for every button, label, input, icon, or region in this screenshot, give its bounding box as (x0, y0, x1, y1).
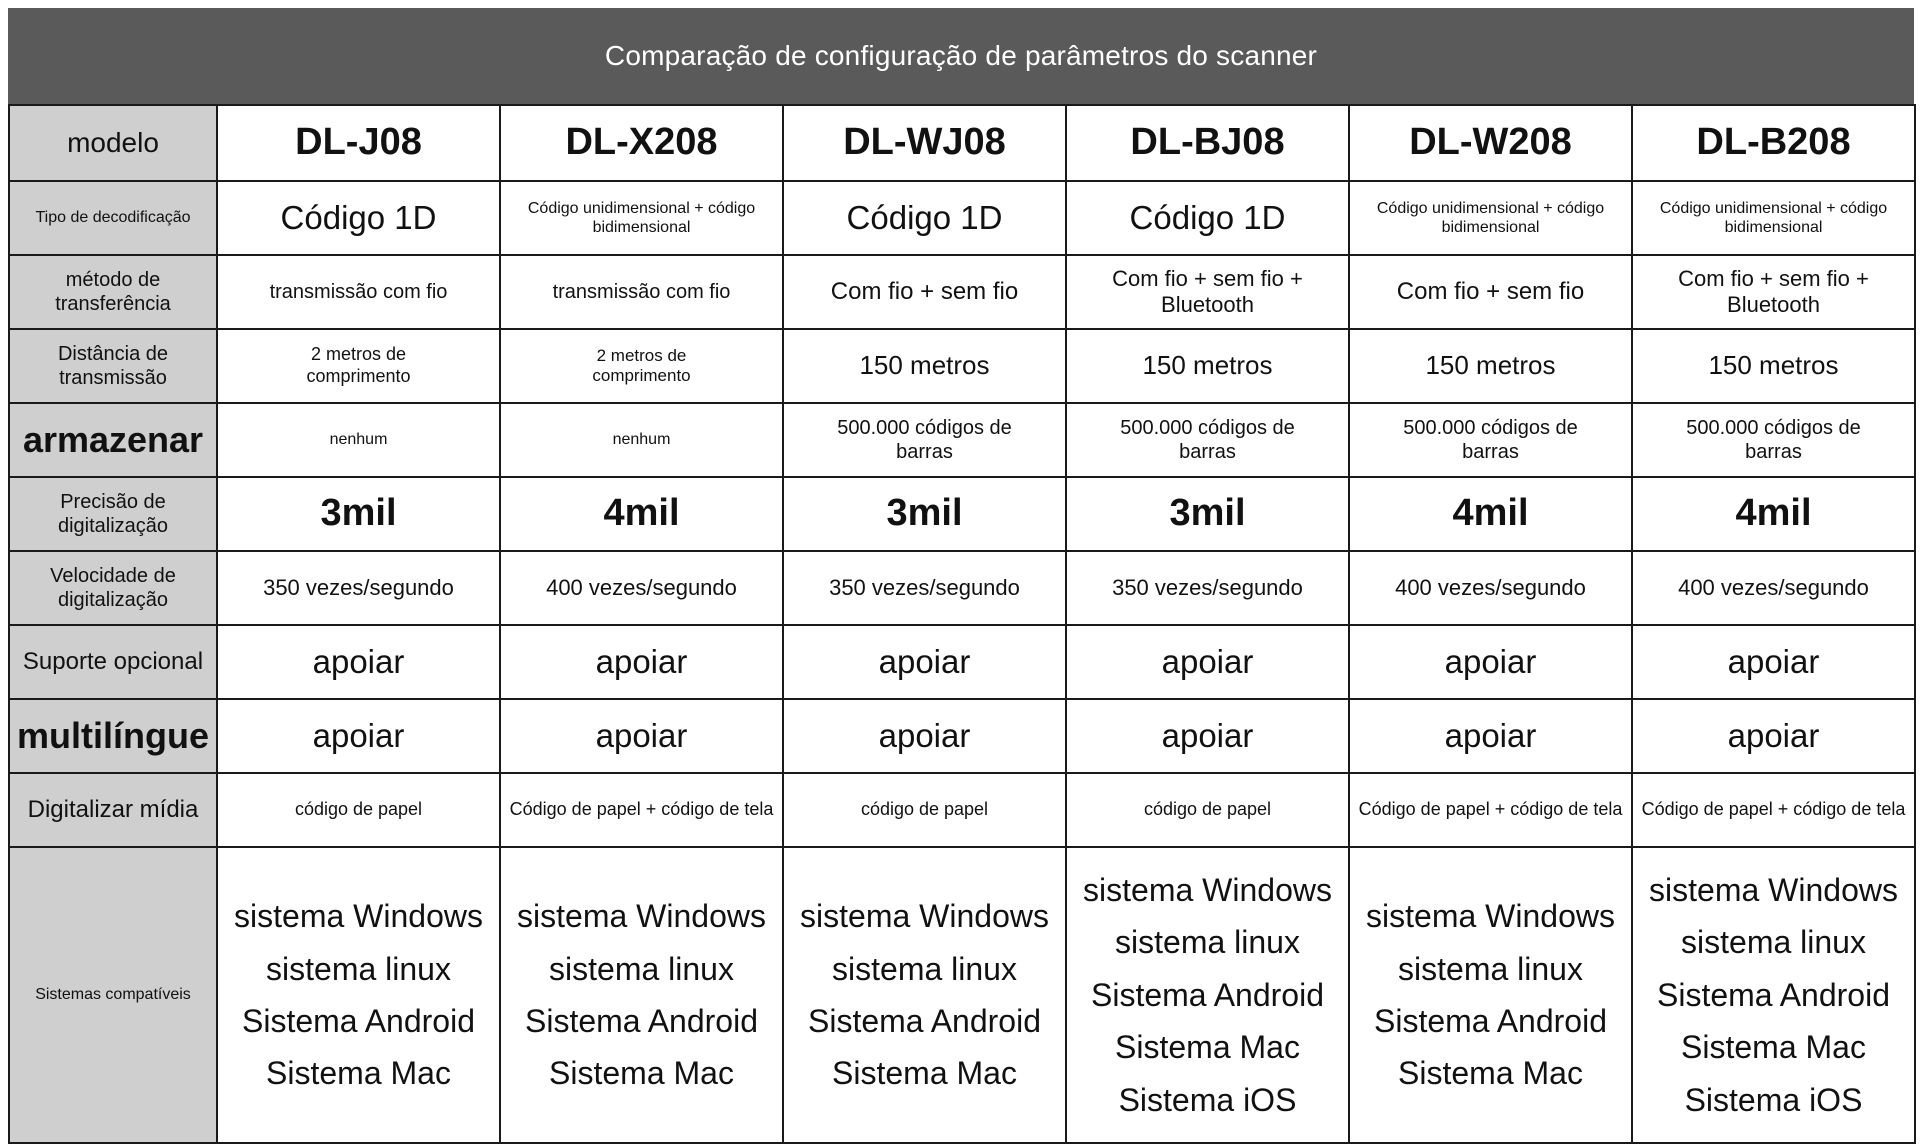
system-item: Sistema Android (1656, 976, 1890, 1013)
systems-cell (1349, 847, 1632, 1143)
system-item: sistema Windows (1366, 898, 1615, 935)
precision-cell: 4mil (1349, 477, 1632, 551)
speed-cell: 400 vezes/segundo (1349, 551, 1632, 625)
systems-cell (783, 847, 1066, 1143)
system-item: Sistema Android (524, 1003, 758, 1039)
row-systems (9, 847, 1915, 1143)
distance-cell: 150 metros (1349, 329, 1632, 403)
media-cell: código de papel (1066, 773, 1349, 847)
system-item: Sistema iOS (1684, 1081, 1863, 1118)
system-item: sistema linux (832, 950, 1017, 987)
stand-cell: apoiar (783, 625, 1066, 699)
multilang-cell: apoiar (1349, 699, 1632, 773)
distance-cell: 150 metros (1632, 329, 1915, 403)
system-item: Sistema Mac (1115, 1029, 1300, 1066)
system-item: sistema linux (1115, 924, 1300, 961)
decode-cell: Código unidimensional + código bidimensional (1349, 181, 1632, 255)
transfer-cell: transmissão com fio (500, 255, 783, 329)
stand-cell: apoiar (1066, 625, 1349, 699)
comparison-sheet (8, 8, 1914, 1130)
systems-list (1637, 871, 1910, 1119)
storage-cell: nenhum (500, 403, 783, 477)
model-name: DL-X208 (500, 105, 783, 181)
multilang-cell: apoiar (1066, 699, 1349, 773)
precision-cell: 3mil (783, 477, 1066, 551)
transfer-cell: Com fio + sem fio (1349, 255, 1632, 329)
row-label-distance: Distância de transmissão (9, 329, 217, 403)
storage-cell: 500.000 códigos de barras (783, 403, 1066, 477)
row-model (9, 105, 1915, 181)
media-cell: Código de papel + código de tela (500, 773, 783, 847)
row-label-systems: Sistemas compatíveis (9, 847, 217, 1143)
stand-cell: apoiar (217, 625, 500, 699)
system-item: sistema Windows (800, 898, 1049, 935)
row-storage (9, 403, 1915, 477)
speed-cell: 400 vezes/segundo (1632, 551, 1915, 625)
precision-cell: 3mil (1066, 477, 1349, 551)
storage-cell: nenhum (217, 403, 500, 477)
model-name: DL-W208 (1349, 105, 1632, 181)
system-item: sistema linux (549, 950, 734, 987)
row-label-decode: Tipo de decodificação (9, 181, 217, 255)
transfer-cell: Com fio + sem fio + Bluetooth (1066, 255, 1349, 329)
system-item: Sistema Android (1090, 976, 1324, 1013)
precision-cell: 4mil (1632, 477, 1915, 551)
transfer-cell: transmissão com fio (217, 255, 500, 329)
system-item: sistema Windows (1649, 872, 1898, 909)
spec-table (8, 104, 1916, 1144)
media-cell: Código de papel + código de tela (1349, 773, 1632, 847)
system-item: sistema Windows (517, 898, 766, 935)
system-item: Sistema Mac (266, 1055, 451, 1092)
systems-list (505, 897, 778, 1093)
table-title: Comparação de configuração de parâmetros do scanner (8, 8, 1914, 104)
row-distance (9, 329, 1915, 403)
row-label-stand: Suporte opcional (9, 625, 217, 699)
precision-cell: 3mil (217, 477, 500, 551)
distance-cell: 150 metros (1066, 329, 1349, 403)
multilang-cell: apoiar (217, 699, 500, 773)
model-name: DL-B208 (1632, 105, 1915, 181)
transfer-cell: Com fio + sem fio (783, 255, 1066, 329)
multilang-cell: apoiar (1632, 699, 1915, 773)
multilang-cell: apoiar (783, 699, 1066, 773)
system-item: Sistema iOS (1118, 1081, 1297, 1118)
system-item: Sistema Android (807, 1003, 1041, 1039)
row-speed (9, 551, 1915, 625)
multilang-cell: apoiar (500, 699, 783, 773)
model-name: DL-WJ08 (783, 105, 1066, 181)
speed-cell: 350 vezes/segundo (783, 551, 1066, 625)
media-cell: código de papel (783, 773, 1066, 847)
distance-cell: 2 metros de comprimento (500, 329, 783, 403)
row-label-transfer: método de transferência (9, 255, 217, 329)
systems-list (1071, 871, 1344, 1119)
decode-cell: Código 1D (1066, 181, 1349, 255)
row-stand (9, 625, 1915, 699)
spec-table-body (9, 105, 1915, 1143)
distance-cell: 2 metros de comprimento (217, 329, 500, 403)
system-item: Sistema Android (1373, 1003, 1607, 1039)
model-name: DL-J08 (217, 105, 500, 181)
media-cell: Código de papel + código de tela (1632, 773, 1915, 847)
row-multilang (9, 699, 1915, 773)
system-item: sistema Windows (1083, 872, 1332, 909)
decode-cell: Código 1D (217, 181, 500, 255)
row-label-precision: Precisão de digitalização (9, 477, 217, 551)
system-item: Sistema Mac (1681, 1029, 1866, 1066)
system-item: sistema linux (1398, 950, 1583, 987)
model-name: DL-BJ08 (1066, 105, 1349, 181)
systems-cell (500, 847, 783, 1143)
system-item: sistema linux (266, 950, 451, 987)
systems-list (1354, 897, 1627, 1093)
systems-cell (1066, 847, 1349, 1143)
decode-cell: Código unidimensional + código bidimensional (500, 181, 783, 255)
row-precision (9, 477, 1915, 551)
speed-cell: 350 vezes/segundo (1066, 551, 1349, 625)
media-cell: código de papel (217, 773, 500, 847)
transfer-cell: Com fio + sem fio + Bluetooth (1632, 255, 1915, 329)
system-item: Sistema Android (241, 1003, 475, 1039)
speed-cell: 350 vezes/segundo (217, 551, 500, 625)
system-item: sistema Windows (234, 898, 483, 935)
row-label-speed: Velocidade de digitalização (9, 551, 217, 625)
system-item: Sistema Mac (549, 1055, 734, 1092)
row-label-multilang: multilíngue (9, 699, 217, 773)
storage-cell: 500.000 códigos de barras (1632, 403, 1915, 477)
storage-cell: 500.000 códigos de barras (1349, 403, 1632, 477)
system-item: sistema linux (1681, 924, 1866, 961)
systems-list (222, 897, 495, 1093)
storage-cell: 500.000 códigos de barras (1066, 403, 1349, 477)
precision-cell: 4mil (500, 477, 783, 551)
systems-cell (217, 847, 500, 1143)
row-label-media: Digitalizar mídia (9, 773, 217, 847)
system-item: Sistema Mac (1398, 1055, 1583, 1092)
decode-cell: Código unidimensional + código bidimensional (1632, 181, 1915, 255)
systems-cell (1632, 847, 1915, 1143)
decode-cell: Código 1D (783, 181, 1066, 255)
row-media (9, 773, 1915, 847)
row-label-model: modelo (9, 105, 217, 181)
stand-cell: apoiar (1632, 625, 1915, 699)
row-transfer (9, 255, 1915, 329)
speed-cell: 400 vezes/segundo (500, 551, 783, 625)
stand-cell: apoiar (500, 625, 783, 699)
system-item: Sistema Mac (832, 1055, 1017, 1092)
stand-cell: apoiar (1349, 625, 1632, 699)
systems-list (788, 897, 1061, 1093)
row-decode (9, 181, 1915, 255)
distance-cell: 150 metros (783, 329, 1066, 403)
row-label-storage: armazenar (9, 403, 217, 477)
